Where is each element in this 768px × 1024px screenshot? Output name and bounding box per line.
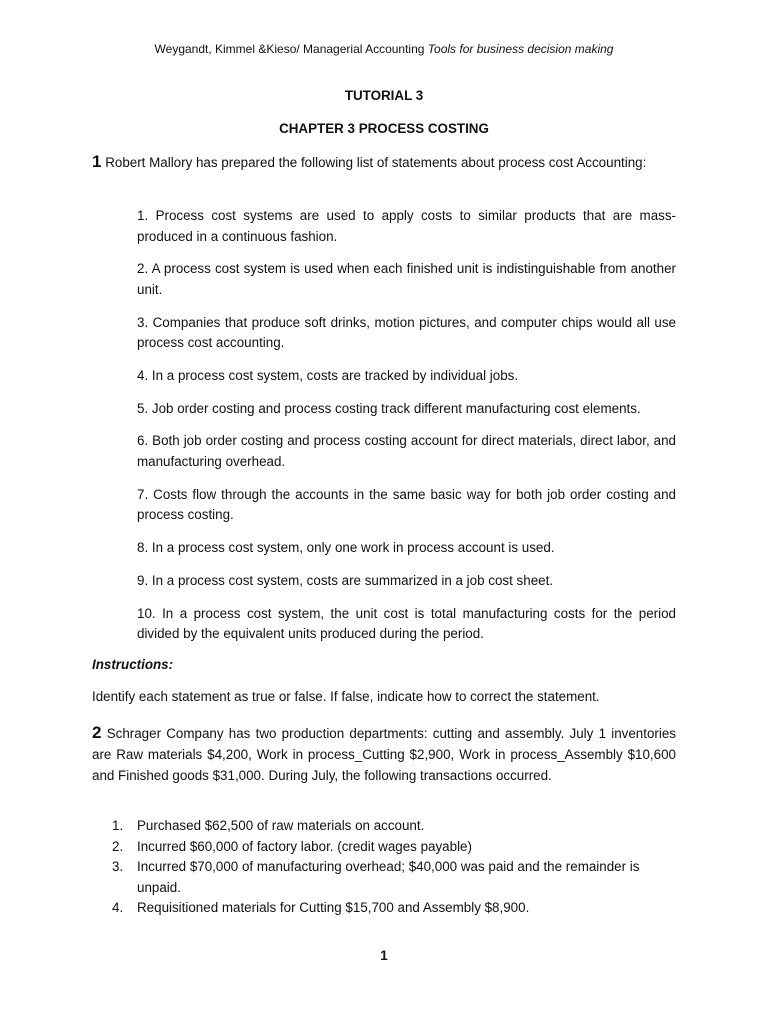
list-item <box>92 837 676 858</box>
list-item-number: 1. <box>112 818 124 833</box>
question-1-number: 1 <box>92 152 102 171</box>
statement-5: 5. Job order costing and process costing track different manufacturing cost elements. <box>137 400 641 416</box>
statement-10: 10. In a process cost system, the unit cost is total manufacturing costs for the period divided by the equivalent units produced during the period. <box>137 605 676 642</box>
question-1-text: Robert Mallory has prepared the following list of statements about process cost Accounting: <box>105 155 647 170</box>
list-item <box>92 857 676 898</box>
list-item <box>92 898 676 919</box>
list-item-text: Incurred $60,000 of factory labor. (credit wages payable) <box>137 838 472 854</box>
statement-4: 4. In a process cost system, costs are tracked by individual jobs. <box>137 367 519 383</box>
instructions-text: Identify each statement as true or false. If false, indicate how to correct the statement. <box>92 689 600 704</box>
list-item-text: Requisitioned materials for Cutting $15,700 and Assembly $8,900. <box>137 900 530 915</box>
statement-2: 2. A process cost system is used when each finished unit is indistinguishable from another unit. <box>137 261 676 297</box>
question-2 <box>92 722 676 786</box>
question-2-number: 2 <box>92 723 102 742</box>
tutorial-title: TUTORIAL 3 <box>344 88 424 103</box>
list-item-text: Incurred $70,000 of manufacturing overhead; $40,000 was paid and the remainder is unpaid. <box>137 859 640 895</box>
chapter-title: CHAPTER 3 PROCESS COSTING <box>279 121 489 136</box>
header-book-title: Tools for business decision making <box>427 42 614 56</box>
statement-list <box>137 206 676 657</box>
statement-9: 9. In a process cost system, costs are summarized in a job cost sheet. <box>137 572 554 588</box>
statement-6: 6. Both job order costing and process costing account for direct materials, direct labor, and manufacturing overhead. <box>137 433 676 469</box>
page-number: 1 <box>380 948 388 963</box>
question-1 <box>92 152 676 174</box>
statement-7: 7. Costs flow through the accounts in the same basic way for both job order costing and process costing. <box>137 486 676 523</box>
transaction-list <box>92 816 676 919</box>
list-item-number: 2. <box>112 838 124 854</box>
list-item <box>92 816 676 837</box>
question-2-text: Schrager Company has two production departments: cutting and assembly. July 1 inventories are Raw materials $4,200, Work in process_Cutting $2,900, Work in process_Assembly $10,600 and Finished goods $31,000. During July, the following transactions occurred. <box>92 726 676 783</box>
statement-8: 8. In a process cost system, only one work in process account is used. <box>137 540 555 556</box>
list-item-text: Purchased $62,500 of raw materials on account. <box>137 818 425 833</box>
statement-3: 3. Companies that produce soft drinks, motion pictures, and computer chips would all use process cost accounting. <box>137 314 676 351</box>
instructions-heading: Instructions: <box>92 657 174 672</box>
header-authors: Weygandt, Kimmel &Kieso/ Managerial Accounting <box>154 42 428 56</box>
statement-1: 1. Process cost systems are used to apply costs to similar products that are mass-produced in a continuous fashion. <box>137 208 676 244</box>
running-header <box>0 40 768 58</box>
list-item-number: 4. <box>112 900 124 915</box>
list-item-number: 3. <box>112 859 124 874</box>
